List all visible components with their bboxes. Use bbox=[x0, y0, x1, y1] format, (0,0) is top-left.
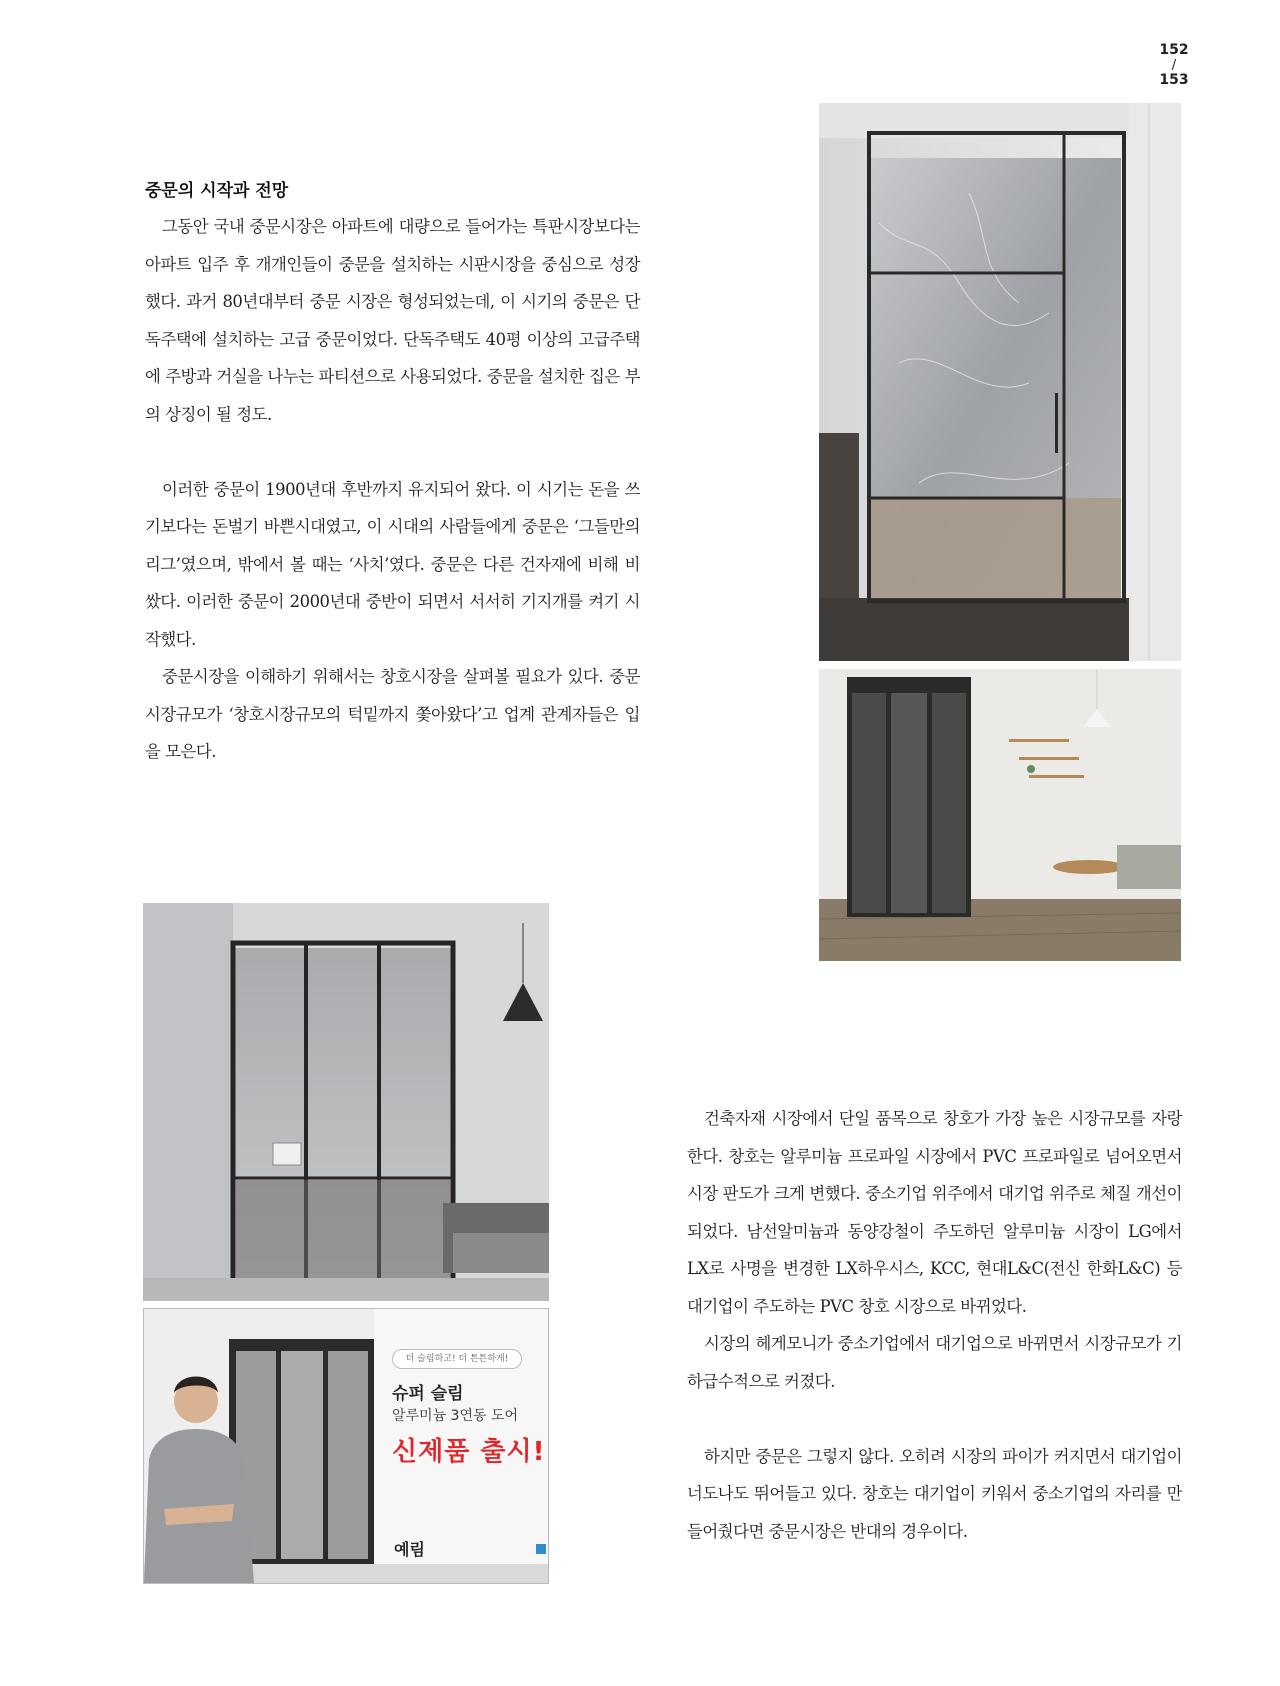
paragraph-3: 중문시장을 이해하기 위해서는 창호시장을 살펴볼 필요가 있다. 중문시장규모가 ‘창호시장규모의 턱밑까지 쫓아왔다’고 업계 관계자들은 입을 모은다. bbox=[145, 667, 640, 761]
page-number-separator: / bbox=[1171, 58, 1177, 73]
ad-title: 슈퍼 슬림 bbox=[392, 1384, 464, 1404]
paragraph-6: 하지만 중문은 그렇지 않다. 오히려 시장의 파이가 커지면서 대기업이 너도나도 뛰어들고 있다. 창호는 대기업이 키워서 중소기업의 자리를 만들어줬다면 중문시장은 반대의 경우이다. bbox=[687, 1446, 1182, 1541]
yerim-logo: 예림 bbox=[394, 1540, 425, 1559]
section-title: 중문의 시작과 전망 bbox=[145, 181, 289, 201]
door-photo-glass-partition bbox=[819, 103, 1181, 661]
ad-subtitle: 알루미늄 3연동 도어 bbox=[392, 1408, 518, 1424]
paragraph-2: 이러한 중문이 1900년대 후반까지 유지되어 왔다. 이 시기는 돈을 쓰기보다는 돈벌기 바쁜시대였고, 이 시대의 사람들에게 중문은 ‘그들만의 리그’였으며, 밖에서 볼 때는 ‘사치’였다. 중문은 다른 건자재에 비해 비쌌다. 이러한 중문이 2000년대 중반이 되면서 서서히 기지개를 켜기 시작했다. bbox=[145, 479, 640, 649]
paragraph-5: 시장의 헤게모니가 중소기업에서 대기업으로 바뀌면서 시장규모가 기하급수적으로 커졌다. bbox=[687, 1334, 1182, 1391]
article-column-right bbox=[687, 1100, 1182, 1550]
door-photo-bedroom bbox=[143, 903, 549, 1301]
paragraph-4: 건축자재 시장에서 단일 품목으로 창호가 가장 높은 시장규모를 자랑한다. 창호는 알루미늄 프로파일 시장에서 PVC 프로파일로 넘어오면서 시장 판도가 크게 변했다. 중소기업 위주에서 대기업 위주로 체질 개선이 되었다. 남선알미늄과 동양강철이 주도하던 알루미늄 시장이 LG에서 LX로 사명을 변경한 LX하우시스, KCC, 현대L&C(전신 한화L&C) 등 대기업이 주도하는 PVC 창호 시장으로 바뀌었다. bbox=[687, 1109, 1182, 1316]
door-photo-living-room bbox=[819, 669, 1181, 961]
ad-headline: 신제품 출시! bbox=[392, 1437, 546, 1467]
paragraph-1: 그동안 국내 중문시장은 아파트에 대량으로 들어가는 특판시장보다는 아파트 입주 후 개개인들이 중문을 설치하는 시판시장을 중심으로 성장했다. 과거 80년대부터 중문 시장은 형성되었는데, 이 시기의 중문은 단독주택에 설치하는 고급 중문이었다. 단독주택도 40평 이상의 고급주택에 주방과 거실을 나누는 파티션으로 사용되었다. 중문을 설치한 집은 부의 상징이 될 정도. bbox=[145, 217, 640, 424]
page-number-right: 153 bbox=[1159, 72, 1189, 88]
yerim-door-advertisement bbox=[143, 1308, 549, 1584]
ad-tagline: 더 슬림하고! 더 튼튼하게! bbox=[392, 1349, 522, 1369]
article-column-left bbox=[145, 208, 640, 771]
page-numbers bbox=[1144, 42, 1204, 89]
page-number-left: 152 bbox=[1159, 42, 1189, 58]
